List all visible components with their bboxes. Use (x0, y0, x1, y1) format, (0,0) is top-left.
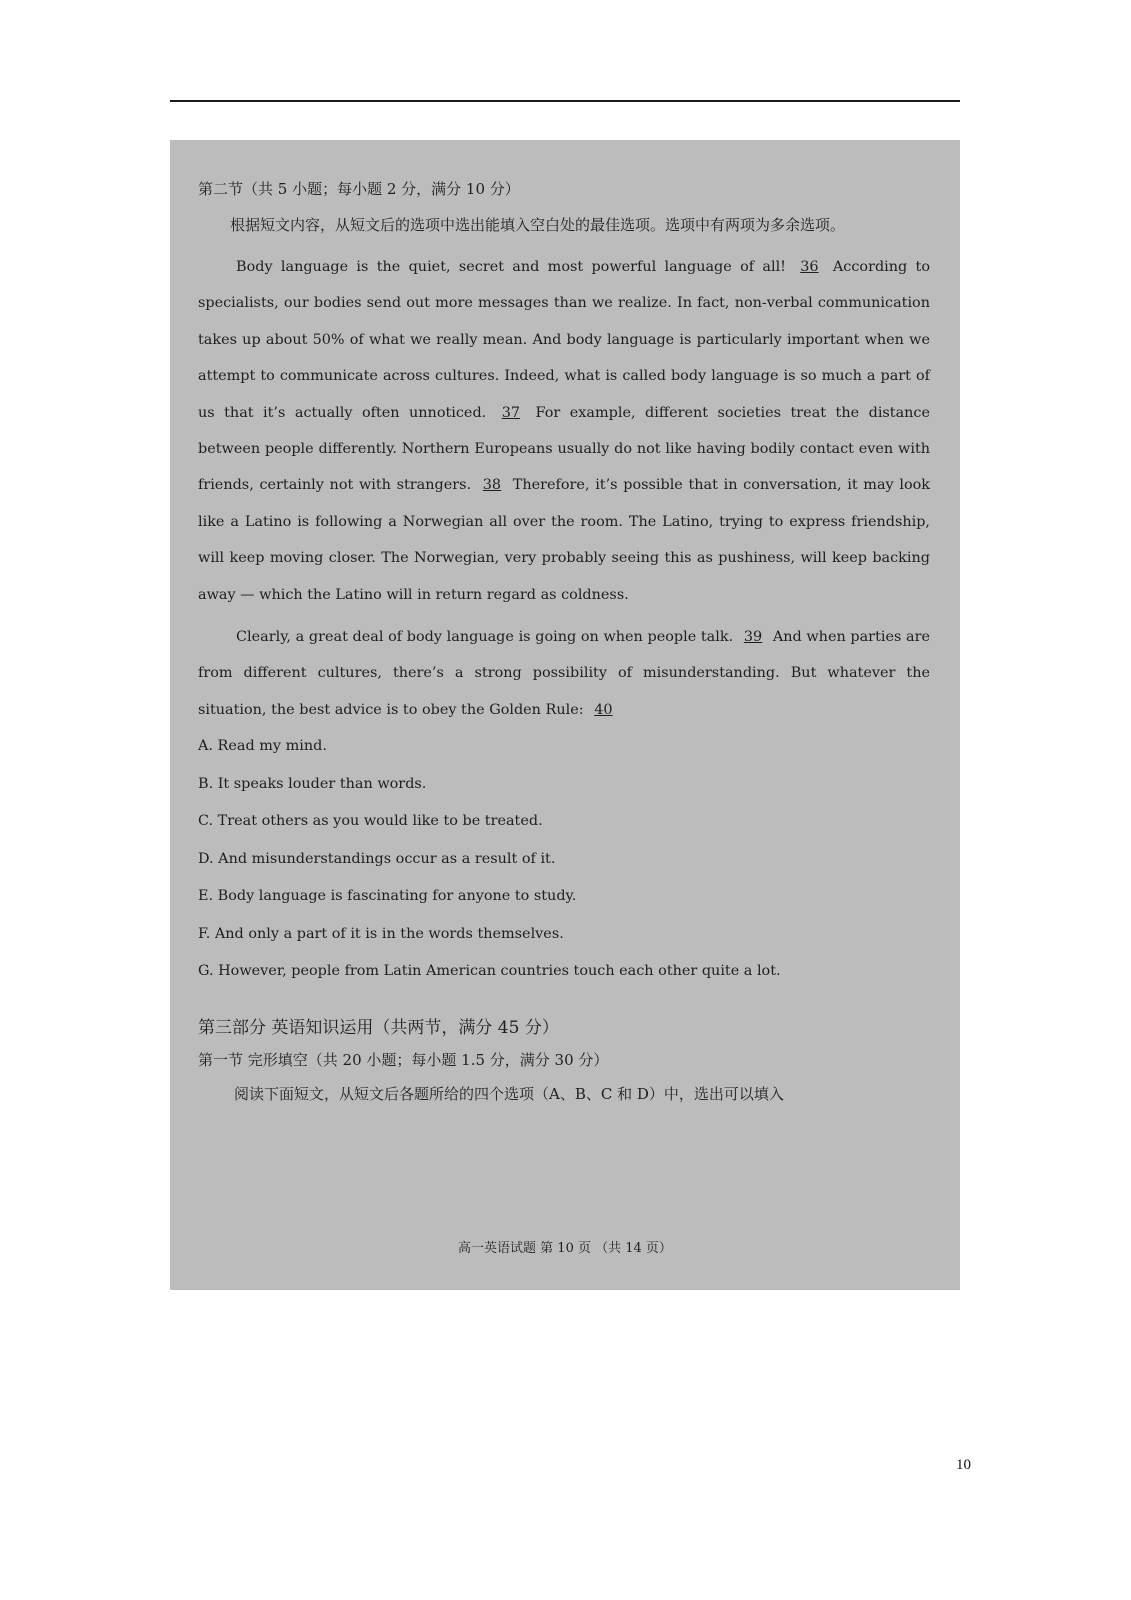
passage-paragraph-1 (198, 249, 930, 613)
passage-text: According to specialists, our bodies send out more messages than we realize. In fact, non-verbal communication takes up about 50% of what we really mean. And body language is particularly important when we attempt to communicate across cultures. Indeed, what is called body language is so much a part of us that it’s actually often unnoticed. (198, 259, 930, 421)
blank-36: 36 (800, 259, 819, 275)
scanned-exam-page (170, 140, 960, 1290)
section-instruction: 根据短文内容，从短文后的选项中选出能填入空白处的最佳选项。选项中有两项为多余选项。 (230, 216, 846, 234)
cloze-instruction: 阅读下面短文，从短文后各题所给的四个选项（A、B、C 和 D）中，选出可以填入 (234, 1084, 784, 1103)
cloze-heading: 第一节 完形填空（共 20 小题；每小题 1.5 分，满分 30 分） (198, 1050, 609, 1069)
header-rule (170, 100, 960, 102)
option-g: G. However, people from Latin American countries touch each other quite a lot. (198, 963, 781, 980)
scan-page-footer: 高一英语试题 第 10 页 （共 14 页） (458, 1241, 672, 1256)
passage-text: Therefore, it’s possible that in conversation, it may look like a Latino is following a Norwegian all over the room. The Latino, trying to express friendship, will keep moving closer. The Norwegian, very probably seeing this as pushiness, will keep backing away — which the Latino will in return regard as coldness. (198, 477, 930, 603)
option-b: B. It speaks louder than words. (198, 775, 427, 792)
passage-text: For example, different societies treat the distance between people differently. Northern Europeans usually do not like having bodily contact even with friends, certainly not with strangers. (198, 404, 931, 494)
passage-paragraph-2 (198, 619, 930, 728)
blank-40: 40 (594, 701, 613, 718)
option-e: E. Body language is fascinating for anyone to study. (198, 888, 577, 905)
blank-39: 39 (743, 629, 763, 646)
passage-text: Body language is the quiet, secret and most powerful language of all! (236, 259, 786, 275)
page-number: 10 (956, 1457, 971, 1473)
section-heading: 第二节（共 5 小题；每小题 2 分，满分 10 分） (198, 180, 520, 198)
passage-text: Clearly, a great deal of body language is going on when people talk. (236, 629, 734, 646)
option-c: C. Treat others as you would like to be treated. (198, 813, 543, 830)
part3-heading: 第三部分 英语知识运用（共两节，满分 45 分） (198, 1017, 559, 1038)
blank-37: 37 (501, 404, 521, 421)
passage-text: And when parties are from different cultures, there’s a strong possibility of misunderstanding. But whatever the situation, the best advice is to obey the Golden Rule: (198, 629, 930, 718)
options-list (198, 728, 930, 991)
blank-38: 38 (482, 477, 502, 494)
option-f: F. And only a part of it is in the words themselves. (198, 925, 564, 942)
option-a: A. Read my mind. (198, 738, 327, 755)
option-d: D. And misunderstandings occur as a result of it. (198, 850, 556, 867)
